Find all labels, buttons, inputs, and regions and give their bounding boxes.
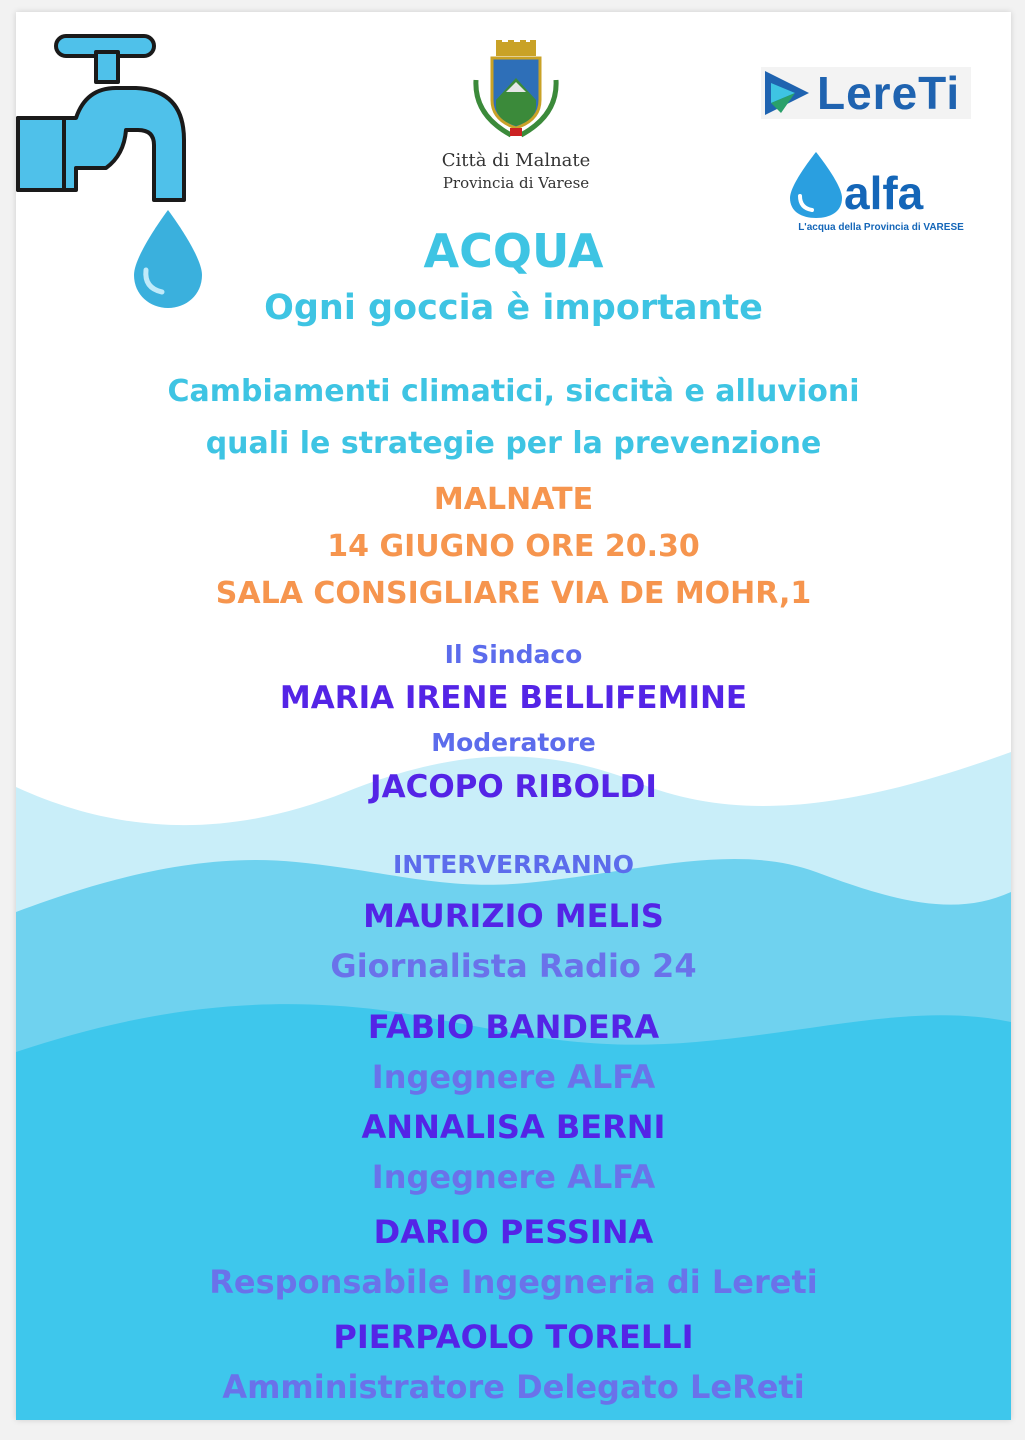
speaker-role: Ingegnere ALFA [371, 1058, 656, 1096]
mayor-role: Il Sindaco [444, 640, 583, 669]
moderator-name: JACOPO RIBOLDI [370, 769, 657, 805]
speaker-role: Amministratore Delegato LeReti [222, 1368, 805, 1406]
play-triangle-icon [761, 67, 813, 119]
event-city: MALNATE [433, 482, 594, 517]
alfa-tagline: L'acqua della Provincia di VARESE [798, 222, 964, 233]
speaker-name: FABIO BANDERA [367, 1008, 660, 1046]
lereti-logo [761, 67, 971, 119]
subtitle: Ogni goccia è importante [264, 288, 763, 328]
main-title: ACQUA [423, 224, 604, 278]
moderator-role: Moderatore [431, 728, 596, 757]
topic-line-1: Cambiamenti climatici, siccità e alluvioni [167, 374, 860, 409]
event-poster [16, 12, 1011, 1420]
lereti-wordmark: LereTi [817, 67, 961, 119]
speaker-name: PIERPAOLO TORELLI [333, 1318, 694, 1356]
topic-line-2: quali le strategie per la prevenzione [205, 426, 822, 461]
comune-province: Provincia di Varese [442, 174, 590, 192]
speaker-name: DARIO PESSINA [373, 1213, 654, 1251]
alfa-wordmark: alfa [844, 167, 924, 219]
speaker-name: ANNALISA BERNI [361, 1108, 666, 1146]
speaker-role: Ingegnere ALFA [371, 1158, 656, 1196]
event-venue: SALA CONSIGLIARE VIA DE MOHR,1 [215, 576, 812, 611]
comune-caption [411, 150, 621, 194]
event-date-time: 14 GIUGNO ORE 20.30 [327, 529, 700, 564]
comune-name: Città di Malnate [441, 150, 591, 171]
coat-of-arms-icon [466, 40, 566, 140]
alfa-drop-icon [786, 150, 846, 220]
speaker-name: MAURIZIO MELIS [363, 897, 664, 935]
speakers-heading: INTERVERRANNO [393, 850, 634, 879]
mayor-name: MARIA IRENE BELLIFEMINE [279, 680, 748, 716]
speaker-role: Giornalista Radio 24 [330, 947, 697, 985]
speaker-role: Responsabile Ingegneria di Lereti [209, 1263, 818, 1301]
